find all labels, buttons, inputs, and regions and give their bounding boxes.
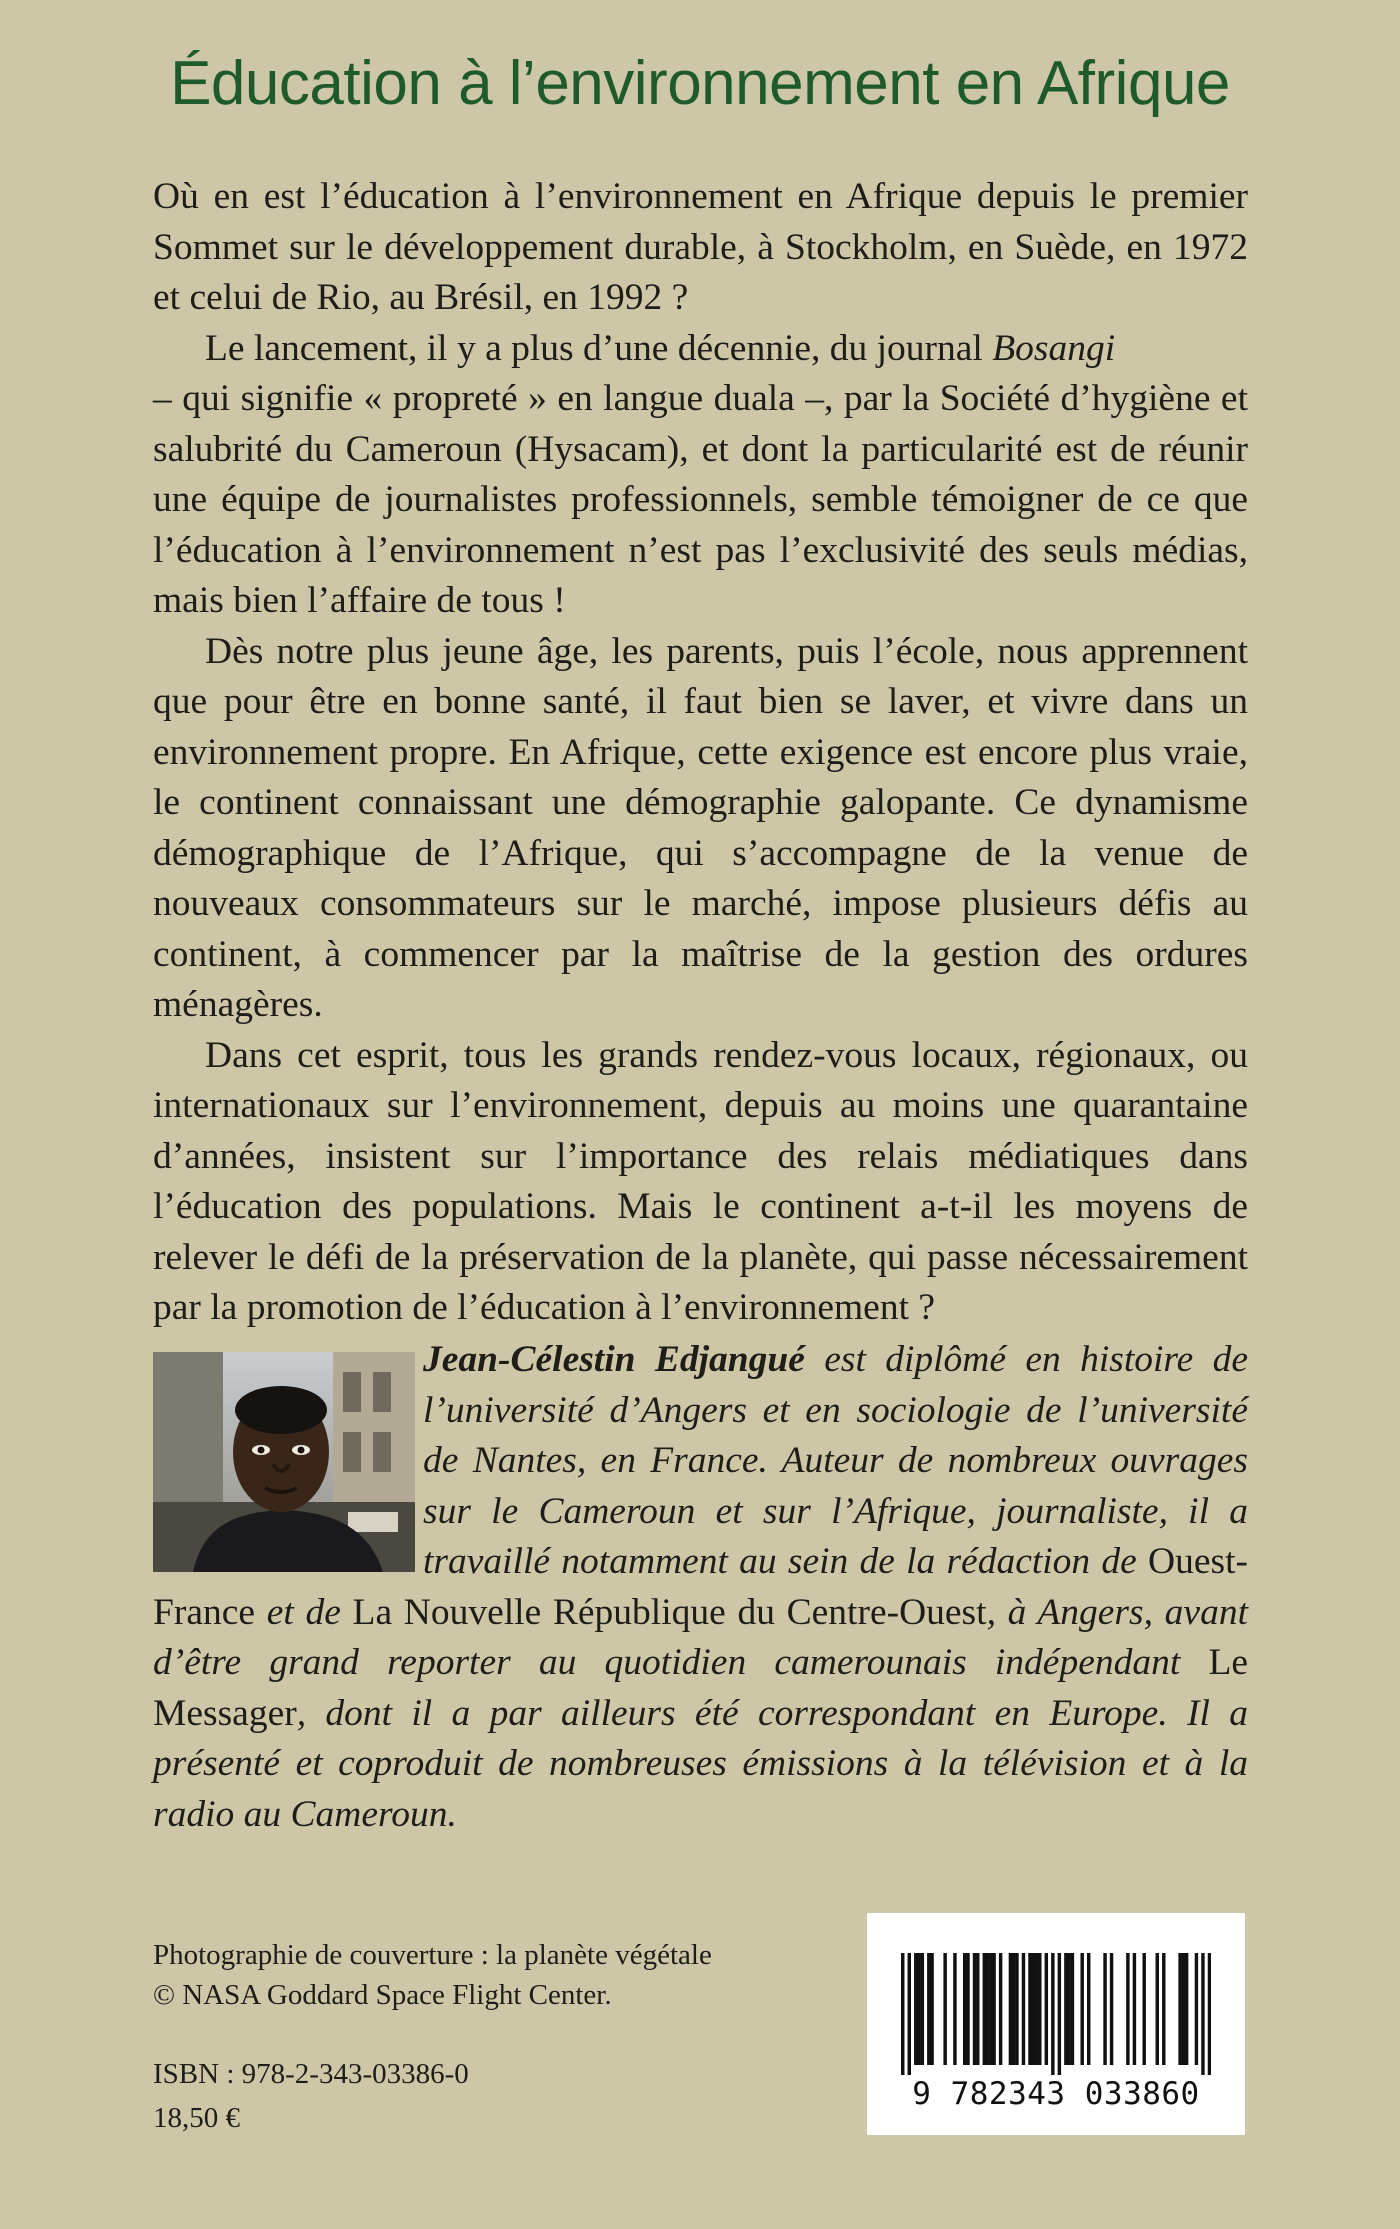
- barcode-bar: [1103, 1953, 1106, 2065]
- publication-le-messager: Le Messager: [153, 1642, 1248, 1734]
- barcode-bar: [986, 1953, 989, 2065]
- barcode-bar: [1032, 1953, 1035, 2065]
- barcode-bar: [966, 1953, 969, 2065]
- barcode-bar: [976, 1953, 979, 2065]
- barcode-bar: [1038, 1953, 1041, 2065]
- barcode-bar: [1182, 1953, 1185, 2065]
- barcode-bar: [1012, 1953, 1015, 2065]
- paragraph-4: Dans cet esprit, tous les grands rendez-vous locaux, régionaux, ou internationaux sur l’environnement, depuis au moins une quarantaine d’années, insistent sur l’importance des relais médiatiques dans l’éducation des populations. Mais le continent a-t-il les moyens de relever le défi de la préservation de la planète, qui passe nécessairement par la promotion de l’éducation à l’environnement ?: [153, 1034, 1248, 1328]
- barcode-bar: [963, 1953, 966, 2065]
- author-name: Jean-Célestin Edjangué: [423, 1339, 805, 1380]
- back-cover-text: [153, 172, 1248, 1334]
- barcode-bar: [1064, 1953, 1067, 2065]
- author-bio: [153, 1335, 1248, 1840]
- publication-nouvelle-republique: La Nouvelle République du Centre-Ouest: [352, 1591, 987, 1633]
- barcode-bar: [973, 1953, 976, 2065]
- paragraph-2-rest: – qui signifie « propreté » en langue duala –, par la Société d’hygiène et salubrité du Cameroun (Hysacam), et dont la particularité est de réunir une équipe de journalistes professionnels, semble témoigner de ce que l’éducation à l’environnement n’est pas l’exclusivité des seuls médias, mais bien l’affaire de tous !: [153, 378, 1248, 621]
- barcode-bar: [914, 1953, 917, 2065]
- barcode-bar: [1071, 1953, 1074, 2065]
- bio-text-2: et de: [255, 1591, 353, 1633]
- barcode-bar: [930, 1953, 933, 2065]
- price: 18,50 €: [153, 2102, 240, 2134]
- barcode-bar: [999, 1953, 1002, 2065]
- publication-ouest-france: Ouest-France: [153, 1541, 1248, 1633]
- barcode-digits: 9 782343 033860: [912, 2076, 1200, 2112]
- barcode: [867, 1913, 1245, 2135]
- barcode-bar: [1201, 1953, 1204, 2075]
- barcode-bar: [992, 1953, 995, 2065]
- barcode-bar: [943, 1953, 946, 2065]
- journal-name: Bosangi: [992, 327, 1116, 369]
- barcode-bar: [1080, 1953, 1083, 2065]
- barcode-bar: [989, 1953, 992, 2065]
- bio-text-1: est diplômé en histoire de l’université d’Angers et en sociologie de l’université de Nantes, en France. Auteur de nombreux ouvrages sur le Cameroun et sur l’Afrique, journaliste, il a travaillé notamment au sein de la rédaction de: [423, 1339, 1248, 1582]
- barcode-bar: [1156, 1953, 1159, 2065]
- barcode-bar: [1133, 1953, 1136, 2065]
- barcode-bar: [1035, 1953, 1038, 2065]
- barcode-bar: [1162, 1953, 1165, 2065]
- book-title: Éducation à l’environnement en Afrique: [170, 49, 1230, 118]
- barcode-bar: [1058, 1953, 1061, 2075]
- barcode-bar: [1087, 1953, 1090, 2065]
- barcode-bar: [1185, 1953, 1188, 2065]
- bio-text-3: , à Angers, avant d’être grand reporter au quotidien camerounais indépendant: [153, 1591, 1248, 1683]
- barcode-bar: [917, 1953, 920, 2065]
- bio-text-4: , dont il a par ailleurs été correspondant en Europe. Il a présenté et coproduit de nombreuses émissions à la télévision et à la radio au Cameroun.: [153, 1692, 1248, 1835]
- isbn: ISBN : 978-2-343-03386-0: [153, 2058, 469, 2090]
- paragraph-1: Où en est l’éducation à l’environnement en Afrique depuis le premier Sommet sur le développement durable, à Stockholm, en Suède, en 1972 et celui de Rio, au Brésil, en 1992 ?: [153, 176, 1248, 318]
- paragraph-2: [153, 324, 1248, 627]
- barcode-bar: [953, 1953, 956, 2065]
- barcode-bar: [1022, 1953, 1025, 2065]
- barcode-bar: [1051, 1953, 1054, 2075]
- book-meta: [153, 2052, 469, 2140]
- barcode-bar: [1208, 1953, 1211, 2075]
- barcode-bar: [901, 1953, 904, 2075]
- barcode-bar: [927, 1953, 930, 2065]
- barcode-bar: [921, 1953, 924, 2065]
- paragraph-3: Dès notre plus jeune âge, les parents, puis l’école, nous apprennent que pour être en bonne santé, il faut bien se laver, et vivre dans un environnement propre. En Afrique, cette exigence est encore plus vraie, le continent connaissant une démographie galopante. Ce dynamisme démographique de l’Afrique, qui s’accompagne de la venue de nouveaux consommateurs sur le marché, impose plusieurs défis au continent, à commencer par la maîtrise de la gestion des ordures ménagères.: [153, 630, 1248, 1025]
- photo-credits: [153, 1935, 712, 2015]
- barcode-bar: [1028, 1953, 1031, 2065]
- barcode-bar: [1195, 1953, 1198, 2065]
- credit-line-1: Photographie de couverture : la planète végétale: [153, 1939, 712, 1971]
- barcode-bar: [1126, 1953, 1129, 2065]
- photo-wrap-space: [153, 1335, 423, 1585]
- barcode-bar: [908, 1953, 911, 2075]
- paragraph-2-lead: Le lancement, il y a plus d’une décennie, du journal: [205, 327, 993, 369]
- barcode-bar: [1045, 1953, 1048, 2065]
- barcode-bar: [983, 1953, 986, 2065]
- barcode-bar: [1110, 1953, 1113, 2065]
- barcode-bar: [1178, 1953, 1181, 2065]
- barcode-bar: [1067, 1953, 1070, 2065]
- barcode-bars: [901, 1953, 1211, 2075]
- barcode-bar: [1009, 1953, 1012, 2065]
- credit-line-2: © NASA Goddard Space Flight Center.: [153, 1979, 612, 2011]
- barcode-bar: [1142, 1953, 1145, 2065]
- barcode-bar: [1015, 1953, 1018, 2065]
